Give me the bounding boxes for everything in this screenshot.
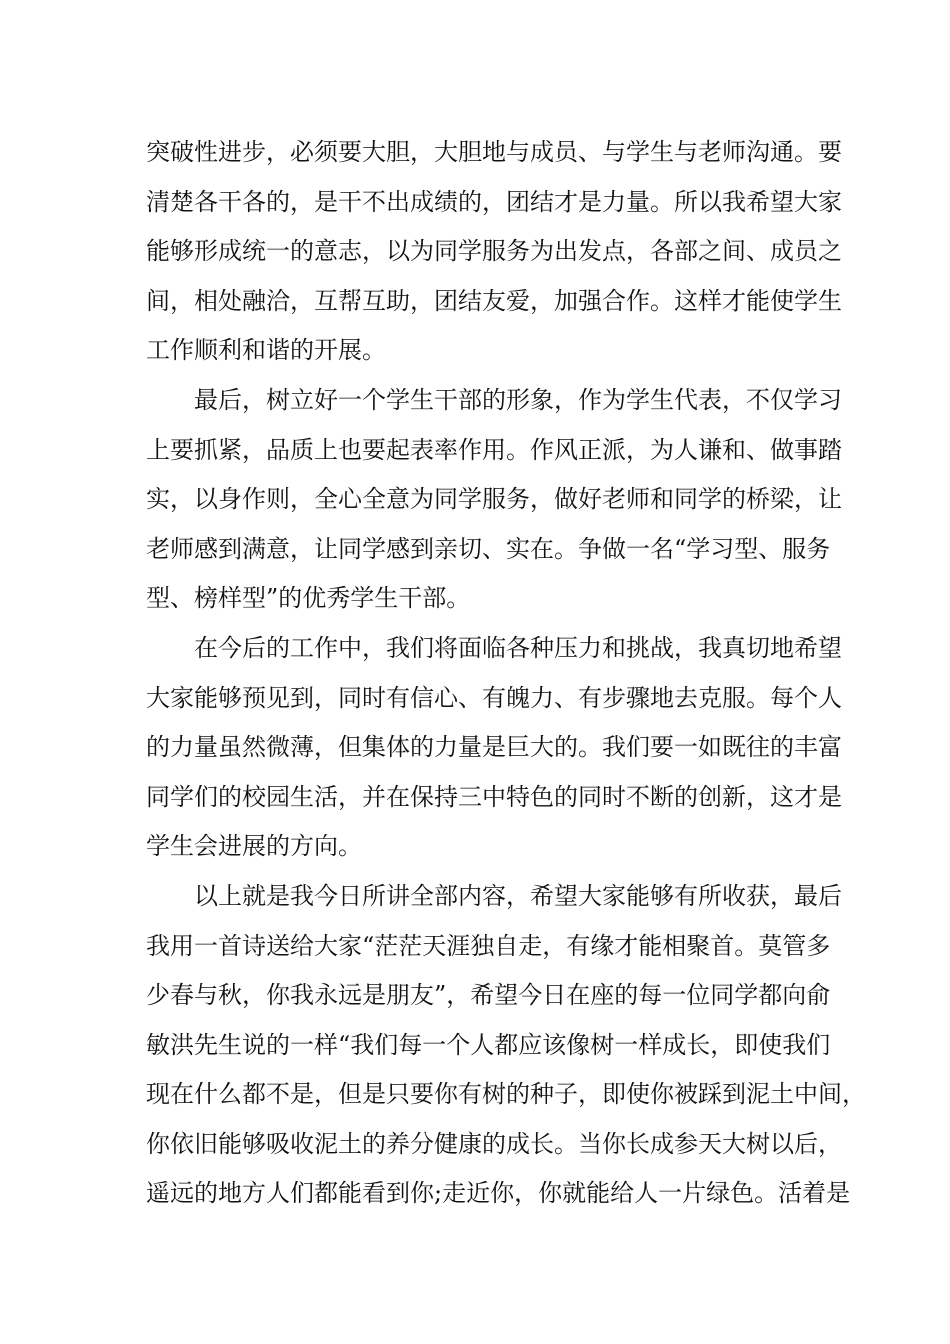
paragraph-4-line-7: 遥远的地方人们都能看到你;走近你，你就能给人一片绿色。活着是 (146, 1179, 851, 1208)
document-body (146, 132, 866, 1223)
paragraph-4-line-1: 以上就是我今日所讲全部内容，希望大家能够有所收获，最后 (194, 881, 842, 910)
paragraph-2-line-1: 最后，树立好一个学生干部的形象，作为学生代表，不仅学习 (194, 385, 842, 414)
paragraph-2-line-5: 型、榜样型”的优秀学生干部。 (146, 584, 471, 613)
paragraph-3-line-2: 大家能够预见到，同时有信心、有魄力、有步骤地去克服。每个人 (146, 683, 842, 712)
paragraph-4-line-2: 我用一首诗送给大家“茫茫天涯独自走，有缘才能相聚首。莫管多 (146, 931, 831, 960)
paragraph-3-line-5: 学生会进展的方向。 (146, 832, 362, 861)
paragraph-1-line-1: 突破性进步，必须要大胆，大胆地与成员、与学生与老师沟通。要 (146, 138, 842, 166)
paragraph-1-line-2: 清楚各干各的，是干不出成绩的，团结才是力量。所以我希望大家 (146, 187, 842, 216)
paragraph-3-line-3: 的力量虽然微薄，但集体的力量是巨大的。我们要一如既往的丰富 (146, 733, 842, 762)
paragraph-2-line-4: 老师感到满意，让同学感到亲切、实在。争做一名“学习型、服务 (146, 534, 831, 563)
paragraph-2-line-2: 上要抓紧，品质上也要起表率作用。作风正派，为人谦和、做事踏 (146, 435, 842, 464)
paragraph-4-line-5: 现在什么都不是，但是只要你有树的种子，即使你被踩到泥土中间， (146, 1080, 866, 1109)
paragraph-4-line-6: 你依旧能够吸收泥土的养分健康的成长。当你长成参天大树以后， (146, 1129, 842, 1158)
paragraph-1-line-3: 能够形成统一的意志，以为同学服务为出发点，各部之间、成员之 (146, 237, 842, 266)
paragraph-1-line-5: 工作顺利和谐的开展。 (146, 336, 386, 365)
paragraph-2-line-3: 实，以身作则，全心全意为同学服务，做好老师和同学的桥梁，让 (146, 485, 842, 514)
paragraph-4-line-3: 少春与秋，你我永远是朋友”，希望今日在座的每一位同学都向俞 (146, 981, 831, 1010)
paragraph-3-line-4: 同学们的校园生活，并在保持三中特色的同时不断的创新，这才是 (146, 782, 842, 811)
paragraph-1-line-4: 间，相处融洽，互帮互助，团结友爱，加强合作。这样才能使学生 (146, 286, 842, 315)
paragraph-4-line-4: 敏洪先生说的一样“我们每一个人都应该像树一样成长，即使我们 (146, 1030, 831, 1059)
paragraph-3-line-1: 在今后的工作中，我们将面临各种压力和挑战，我真切地希望 (194, 633, 842, 662)
